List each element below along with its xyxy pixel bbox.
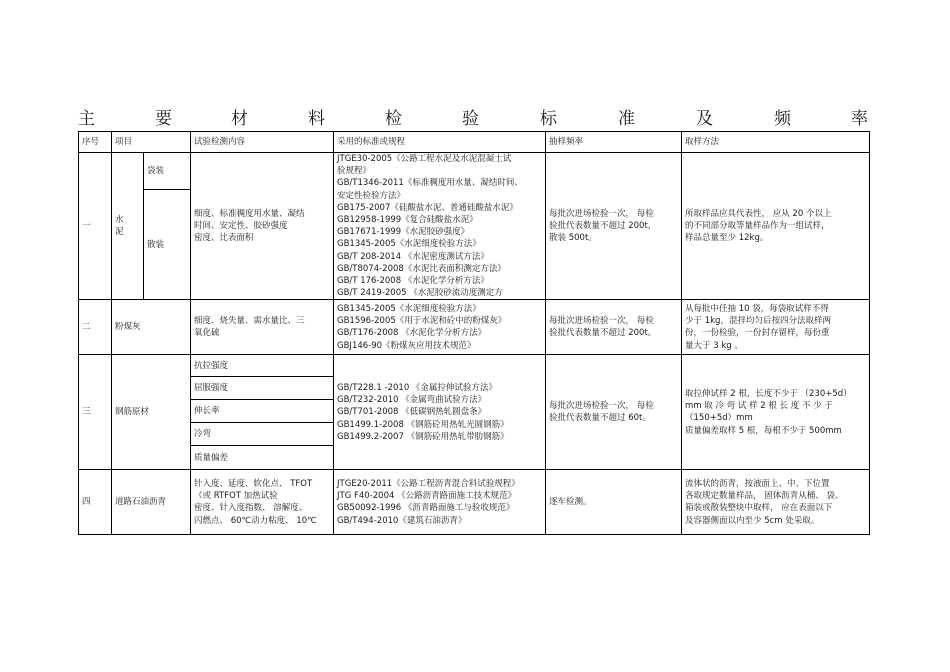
cement-bagged: 袋装: [144, 153, 191, 190]
title-char: 及: [696, 109, 713, 129]
steel-test-tensile: 抗拉强度: [191, 355, 334, 377]
cement-name: 水 泥: [112, 153, 144, 300]
title-char: 准: [618, 109, 635, 129]
cement-seq: 一: [79, 153, 112, 300]
header-row: [79, 132, 870, 153]
steel-test-bend: 冷弯: [191, 423, 334, 446]
title-char: 验: [462, 109, 479, 129]
asphalt-seq: 四: [79, 470, 112, 535]
inspection-standards-table: [78, 131, 870, 535]
header-seq: 序号: [79, 132, 112, 153]
header-item: 项目: [112, 132, 191, 153]
cement-bulk: 散装: [144, 190, 191, 300]
asphalt-standards: JTGE20-2011《公路工程沥青混合料试验规程》 JTG F40-2004 《公路沥青路面施工技术规范》 GB50092-1996 《沥青路面施工与验收规范》 GB/T494-2010《建筑石油沥青》: [334, 470, 546, 535]
flyash-method: 从每批中任抽 10 袋，每袋取试样不得 少于 1kg，混拌均匀后按四分法取样两 份，一份检验，一份封存留样，每份重 量大于 3 kg 。: [682, 300, 870, 355]
steel-test-elongation: 伸长率: [191, 400, 334, 423]
document-title: [78, 104, 870, 128]
title-char: 频: [774, 109, 791, 129]
table-row-asphalt: [79, 470, 870, 535]
title-char: 材: [231, 109, 248, 129]
cement-frequency: 每批次进场检验一次， 每检 验批代表数量不超过 200t， 散装 500t。: [546, 153, 682, 300]
asphalt-name: 道路石油沥青: [112, 470, 191, 535]
header-content: 试验检测内容: [191, 132, 334, 153]
cement-content: 细度、标准稠度用水量、凝结 时间、安定性、胶砂强度 密度、比表面积: [191, 153, 334, 300]
header-frequency: 抽样频率: [546, 132, 682, 153]
asphalt-method: 流体状的沥青，按液面上、中、下位置 各取规定数量样品， 固体沥青从桶、 袋、 箱装或散装整块中取样， 应在表面以下 及容器侧面以内至少 5cm 处采取。: [682, 470, 870, 535]
header-method: 取样方法: [682, 132, 870, 153]
steel-test-mass: 质量偏差: [191, 446, 334, 470]
cement-standards: JTGE30-2005《公路工程水泥及水泥混凝土试 验规程》 GB/T1346-2011《标准稠度用水量、凝结时间、 安定性检验方法》 GB175-2007《硅酸盐水泥、普通硅酸盐水泥》 GB12958-1999《复合硅酸盐水泥》 GB17671-1999《水泥胶砂强度》 GB1345-2005《水泥细度检验方法》 GB/T 208-2014 《水泥密度测试方法》 GB/T8074-2008《水泥比表面积测定方法》 GB/T 176-2008 《水泥化学分析方法》 GB/T 2419-2005 《水泥胶砂流动度测定方: [334, 153, 546, 300]
steel-standards: GB/T228.1 -2010 《金属拉伸试验方法》 GB/T232-2010 《金属弯曲试验方法》 GB/T701-2008 《低碳钢热轧圆盘条》 GB1499.1-2008 《钢筋砼用热轧光圆钢筋》 GB1499.2-2007 《钢筋砼用热轧带肋钢筋》: [334, 355, 546, 470]
header-standard: 采用的标准或规程: [334, 132, 546, 153]
asphalt-content: 针入度、延度、软化点、 TFOT （或 RTFOT 加热试验 密度、针入度指数、 溶解度、 闪燃点、 60℃动力粘度、 10℃: [191, 470, 334, 535]
table-row-steel: [79, 355, 870, 377]
steel-name: 钢筋原材: [112, 355, 191, 470]
flyash-seq: 二: [79, 300, 112, 355]
steel-seq: 三: [79, 355, 112, 470]
steel-method: 取拉伸试样 2 根，长度不少于 （230+5d） mm 取 冷 弯 试 样 2 根 长 度 不 少 于 （150+5d）mm 质量偏差取样 5 根，每根不少于 500mm: [682, 355, 870, 470]
title-char: 要: [155, 109, 172, 129]
cement-method: 所取样品应具代表性， 应从 20 个以上 的不同部分取等量样品作为一组试样， 样品总量至少 12kg。: [682, 153, 870, 300]
table-row-cement: [79, 153, 870, 190]
title-char: 检: [385, 109, 402, 129]
steel-frequency: 每批次进场检验一次， 每检 验批代表数量不超过 60t。: [546, 355, 682, 470]
title-char: 标: [540, 109, 557, 129]
flyash-content: 细度、烧失量、需水量比、三 氧化硫: [191, 300, 334, 355]
table-row-flyash: [79, 300, 870, 355]
steel-test-yield: 屈服强度: [191, 377, 334, 400]
title-char: 率: [851, 109, 868, 129]
flyash-standards: GB1345-2005《水泥细度检验方法》 GB1596-2005《用于水泥和砼中的粉煤灰》 GB/T176-2008 《水泥化学分析方法》 GBJ146-90《粉煤灰应用技术规范》: [334, 300, 546, 355]
flyash-name: 粉煤灰: [112, 300, 191, 355]
asphalt-frequency: 逐车检测。: [546, 470, 682, 535]
title-char: 料: [308, 109, 325, 129]
title-char: 主: [78, 109, 95, 129]
flyash-frequency: 每批次进场检验一次， 每检 验批代表数量不超过 200t。: [546, 300, 682, 355]
